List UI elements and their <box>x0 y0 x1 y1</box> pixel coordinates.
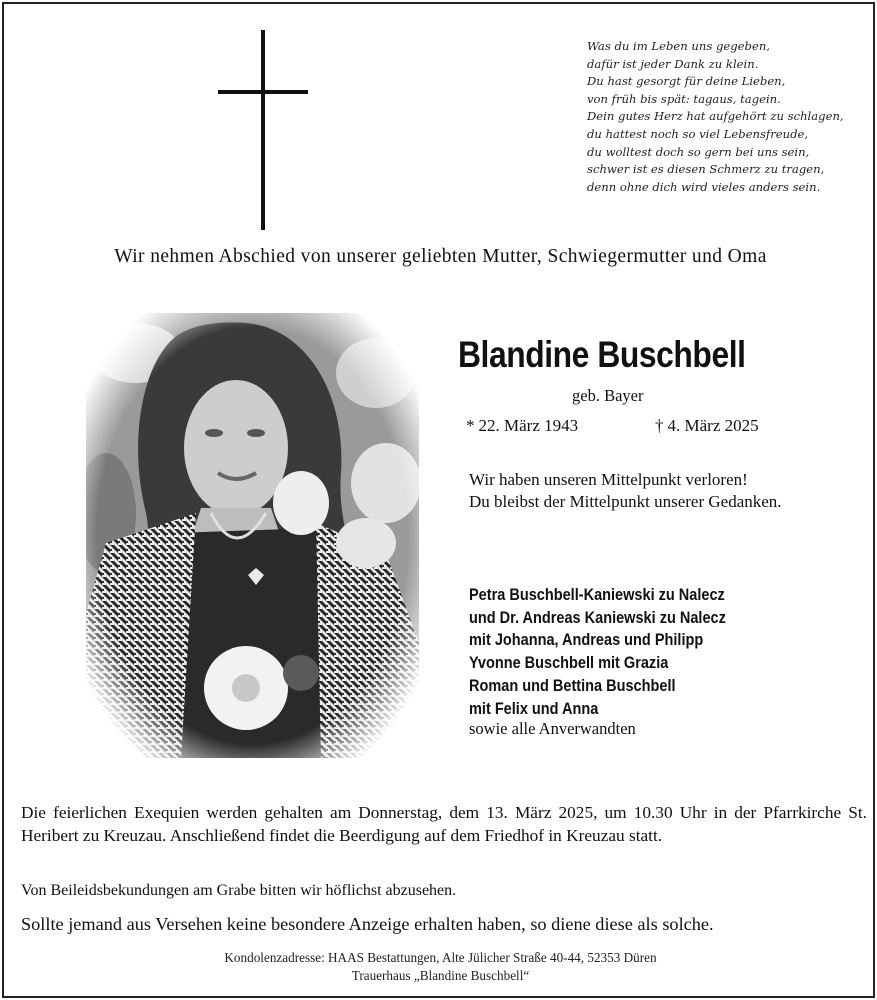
motto <box>469 469 782 513</box>
funeral-details: Die feierlichen Exequien werden gehalten am Donnerstag, dem 13. März 2025, um 10.30 Uhr in der Pfarrkirche St. Heribert zu Kreuzau. Anschließend findet die Beerdigung auf dem Friedhof in Kreuzau statt. <box>21 803 867 845</box>
poem-line: denn ohne dich wird vieles anders sein. <box>587 179 821 194</box>
poem-line: von früh bis spät: tagaus, tagein. <box>587 91 781 106</box>
relatives-line: sowie alle Anverwandten <box>469 719 636 738</box>
death-date <box>655 416 759 436</box>
cross-icon <box>218 30 308 230</box>
poem <box>587 38 872 196</box>
mourner-line: mit Johanna, Andreas und Philipp <box>469 631 704 650</box>
poem-line: du hattest noch so viel Lebensfreude, <box>587 126 809 141</box>
birth-date <box>466 416 578 436</box>
poem-line: Du hast gesorgt für deine Lieben, <box>587 74 786 89</box>
birth-star-icon: * <box>466 416 475 435</box>
mourning-house-line: Trauerhaus „Blandine Buschbell“ <box>351 968 530 983</box>
maiden-name: geb. Bayer <box>572 386 644 405</box>
motto-line: Wir haben unseren Mittelpunkt verloren! <box>469 470 748 489</box>
mourner-line: Roman und Bettina Buschbell <box>469 676 676 695</box>
condolence-address <box>4 949 877 985</box>
mourner-line: mit Felix und Anna <box>469 699 599 718</box>
poem-line: du wolltest doch so gern bei uns sein, <box>587 144 810 159</box>
mourners-list <box>469 584 726 720</box>
death-cross-icon: † <box>655 416 664 435</box>
notice-note: Sollte jemand aus Versehen keine besondere Anzeige erhalten haben, so diene diese als solche. <box>21 914 714 934</box>
death-date-text: 4. März 2025 <box>667 416 759 435</box>
mourner-line: Petra Buschbell-Kaniewski zu Nalecz <box>469 586 725 604</box>
deceased-name: Blandine Buschbell <box>458 334 746 375</box>
poem-line: schwer ist es diesen Schmerz zu tragen, <box>587 162 825 177</box>
mourner-line: und Dr. Andreas Kaniewski zu Nalecz <box>469 608 726 627</box>
address-line: Kondolenzadresse: HAAS Bestattungen, Alte Jülicher Straße 40-44, 52353 Düren <box>224 950 657 965</box>
portrait-photo <box>86 313 419 758</box>
poem-line: Was du im Leben uns gegeben, <box>587 39 770 53</box>
farewell-intro: Wir nehmen Abschied von unserer geliebten Mutter, Schwiegermutter und Oma <box>114 246 767 267</box>
birth-date-text: 22. März 1943 <box>478 416 579 435</box>
poem-line: Dein gutes Herz hat aufgehört zu schlagen, <box>587 109 844 124</box>
condolence-note: Von Beileidsbekundungen am Grabe bitten wir höflichst abzusehen. <box>21 882 457 899</box>
poem-line: dafür ist jeder Dank zu klein. <box>587 56 759 71</box>
mourner-line: Yvonne Buschbell mit Grazia <box>469 654 669 673</box>
motto-line: Du bleibst der Mittelpunkt unserer Gedanken. <box>469 492 782 511</box>
obituary-notice <box>2 2 875 998</box>
